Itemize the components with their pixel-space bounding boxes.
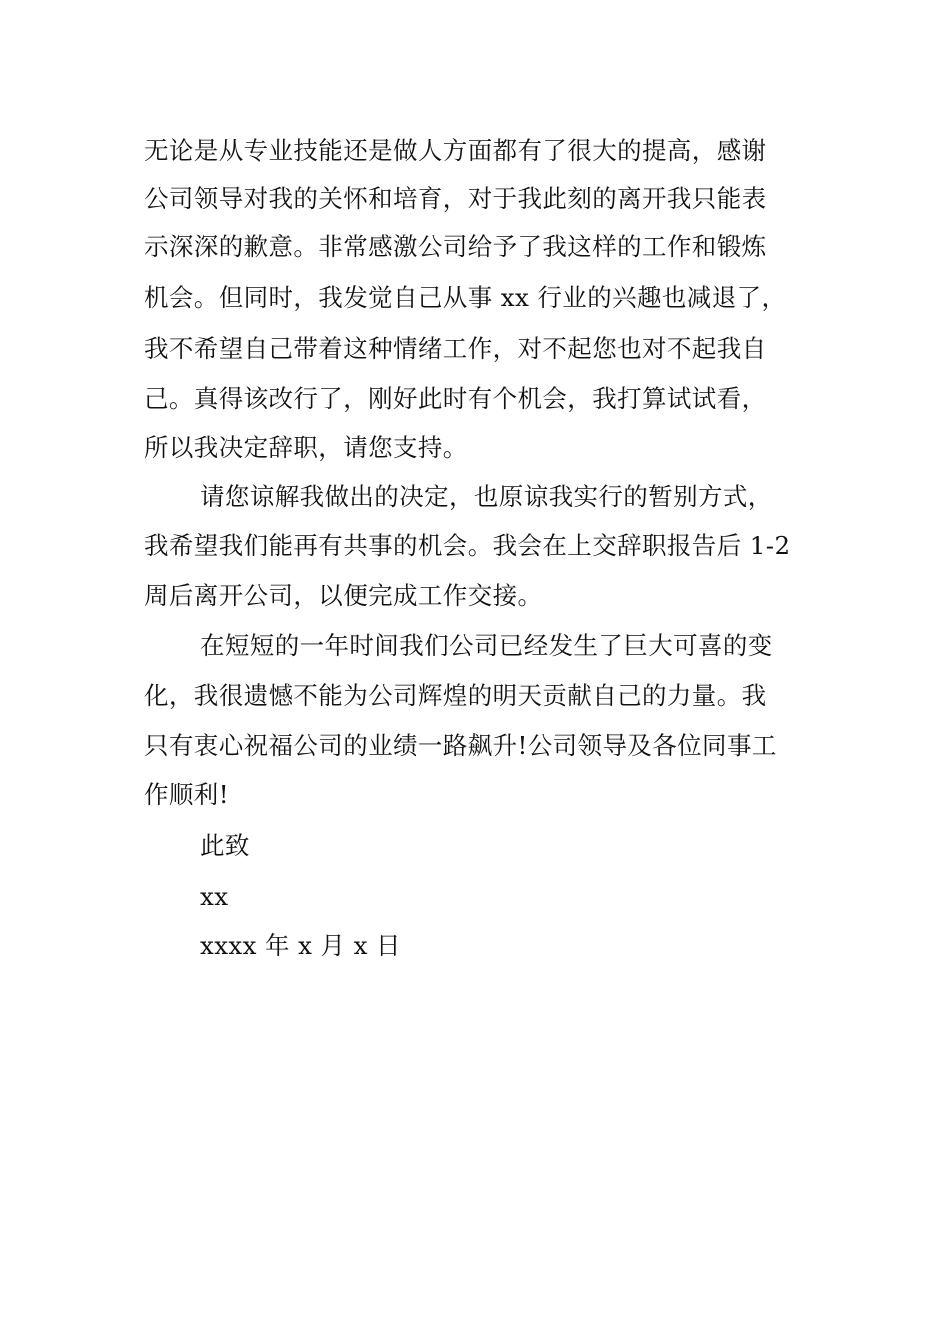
paragraph-1-line-1: 无论是从专业技能还是做人方面都有了很大的提高，感谢 — [144, 136, 767, 165]
paragraph-1-line-4: 机会。但同时，我发觉自己从事 xx 行业的兴趣也减退了， — [144, 283, 787, 312]
paragraph-3-line-4: 作顺利! — [144, 780, 229, 809]
paragraph-3-line-3: 只有衷心祝福公司的业绩一路飙升!公司领导及各位同事工 — [144, 731, 777, 760]
paragraph-2-line-2: 我希望我们能再有共事的机会。我会在上交辞职报告后 1-2 — [144, 531, 791, 560]
paragraph-1-line-6: 己。真得该改行了，刚好此时有个机会，我打算试试看， — [144, 384, 767, 413]
signature-date: xxxx 年 x 月 x 日 — [200, 931, 401, 960]
paragraph-3-line-1: 在短短的一年时间我们公司已经发生了巨大可喜的变 — [200, 631, 773, 660]
paragraph-1-line-7: 所以我决定辞职，请您支持。 — [144, 433, 468, 462]
paragraph-1-line-2: 公司领导对我的关怀和培育，对于我此刻的离开我只能表 — [144, 184, 767, 213]
paragraph-1-line-5: 我不希望自己带着这种情绪工作，对不起您也对不起我自 — [144, 334, 767, 363]
paragraph-3-line-2: 化，我很遗憾不能为公司辉煌的明天贡献自己的力量。我 — [144, 681, 767, 710]
paragraph-1-line-3: 示深深的歉意。非常感激公司给予了我这样的工作和锻炼 — [144, 232, 767, 261]
closing-salutation: 此致 — [200, 831, 250, 860]
signature-name: xx — [200, 882, 229, 911]
paragraph-2-line-1: 请您谅解我做出的决定，也原谅我实行的暂别方式， — [200, 482, 773, 511]
paragraph-2-line-3: 周后离开公司，以便完成工作交接。 — [144, 581, 543, 610]
